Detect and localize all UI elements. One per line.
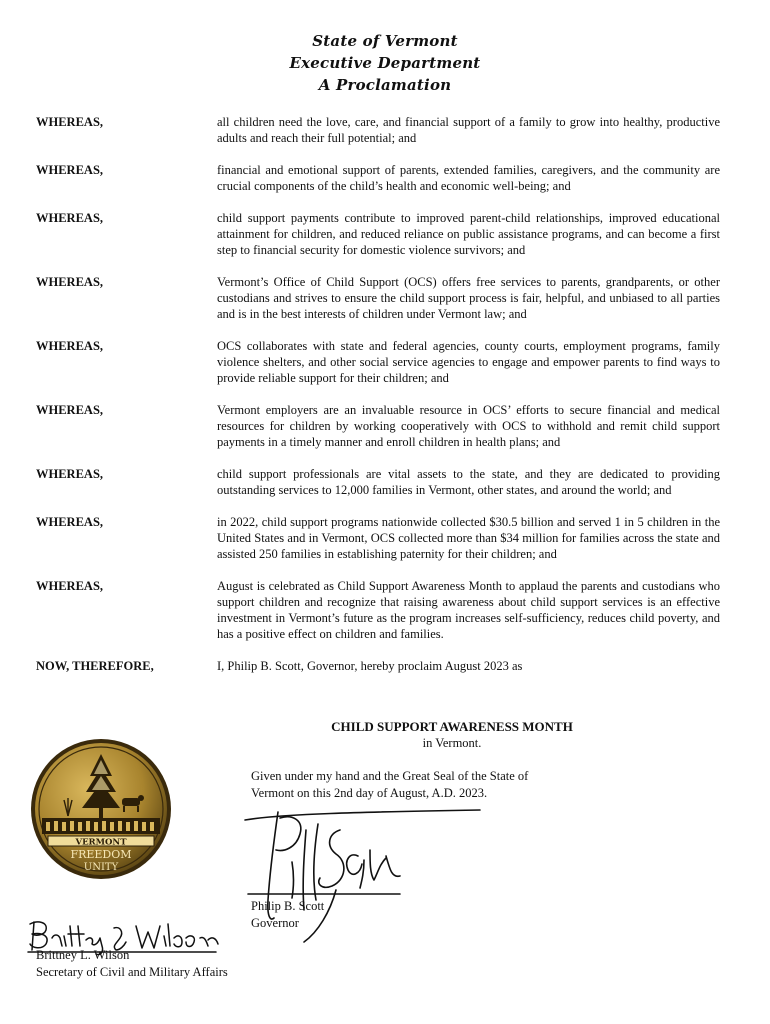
clause-text: Vermont’s Office of Child Support (OCS) offers free services to parents, grandparents, or other custodians and strives to ensure the child support process is fair, helpful, and unbiased to all parties and is in the best interests of children under Vermont law; and — [217, 275, 720, 321]
secretary-title: Secretary of Civil and Military Affairs — [36, 965, 228, 979]
clause-text: in 2022, child support programs nationwide collected $30.5 billion and served 1 in 5 children in the United States and in Vermont, OCS collected more than $34 million for families across the state and assisted 250 families in establishing paternity for their children; and — [217, 515, 720, 561]
clause — [36, 514, 720, 562]
clause — [36, 114, 720, 146]
clause-label: WHEREAS, — [36, 515, 104, 529]
clause-text: OCS collaborates with state and federal agencies, county courts, employment programs, family violence shelters, and other social service agencies to engage and empower parents to find ways to provide reliable support for their children; and — [217, 339, 720, 385]
clause-text: all children need the love, care, and financial support of a family to grow into healthy, productive adults and reach their full potential; and — [217, 115, 720, 145]
header-proclamation: A Proclamation — [318, 76, 452, 94]
clause-text: child support professionals are vital assets to the state, and they are dedicated to providing outstanding services to 12,000 families in Vermont, other states, and around the world; and — [217, 467, 720, 497]
given-line-1: Given under my hand and the Great Seal of the State of — [251, 769, 529, 783]
clause-label: WHEREAS, — [36, 115, 104, 129]
seal-motto-freedom: FREEDOM — [70, 848, 132, 861]
clause-text: child support payments contribute to improved parent-child relationships, improved educational attainment for children, and reduced reliance on public assistance programs, and can become a first step to financial security for domestic violence survivors; and — [217, 211, 720, 257]
clause-now-therefore — [36, 658, 720, 674]
secretary-name: Brittney L. Wilson — [36, 948, 130, 962]
clause-label: WHEREAS, — [36, 339, 104, 353]
clause — [36, 402, 720, 450]
given-under-hand — [251, 768, 571, 802]
clause-label: WHEREAS, — [36, 579, 104, 593]
governor-name: Philip B. Scott — [251, 899, 325, 913]
great-seal-icon — [30, 738, 172, 880]
clause-label: WHEREAS, — [36, 403, 104, 417]
clause-label: WHEREAS, — [36, 163, 104, 177]
governor-block — [251, 898, 324, 932]
whereas-clauses — [36, 114, 720, 690]
clause-label: WHEREAS, — [36, 275, 104, 289]
clause-text: August is celebrated as Child Support Awareness Month to applaud the parents and custodians who support children and recognize that raising awareness about child support services is an effective investment in Vermont’s future as the program increases self-sufficiency, reduces child poverty, and has a positive effect on children and families. — [217, 579, 720, 641]
clause-text: Vermont employers are an invaluable resource in OCS’ efforts to secure financial and medical resources for children by working cooperatively with OCS to withhold and remit child support payments in a timely manner and enroll children in health plans; and — [217, 403, 720, 449]
clause-text: I, Philip B. Scott, Governor, hereby proclaim August 2023 as — [217, 659, 523, 673]
header-state: State of Vermont — [312, 32, 458, 50]
clause-label: NOW, THEREFORE, — [36, 659, 154, 673]
clause-text: financial and emotional support of parents, extended families, caregivers, and the community are crucial components of the child’s health and economic well-being; and — [217, 163, 720, 193]
proclamation-header — [0, 30, 770, 96]
proclamation-subtitle: in Vermont. — [422, 736, 482, 750]
governor-title: Governor — [251, 916, 299, 930]
clause — [36, 338, 720, 386]
clause-label: WHEREAS, — [36, 467, 104, 481]
proclamation-title: CHILD SUPPORT AWARENESS MONTH — [331, 719, 573, 734]
clause — [36, 578, 720, 642]
header-department: Executive Department — [289, 54, 481, 72]
clause — [36, 274, 720, 322]
secretary-block — [36, 947, 228, 981]
clause — [36, 162, 720, 194]
seal-vermont-label: VERMONT — [75, 837, 127, 848]
clause — [36, 466, 720, 498]
clause-label: WHEREAS, — [36, 211, 104, 225]
clause — [36, 210, 720, 258]
given-line-2: Vermont on this 2nd day of August, A.D. 2023. — [251, 786, 488, 800]
seal-motto-unity: UNITY — [83, 862, 119, 873]
